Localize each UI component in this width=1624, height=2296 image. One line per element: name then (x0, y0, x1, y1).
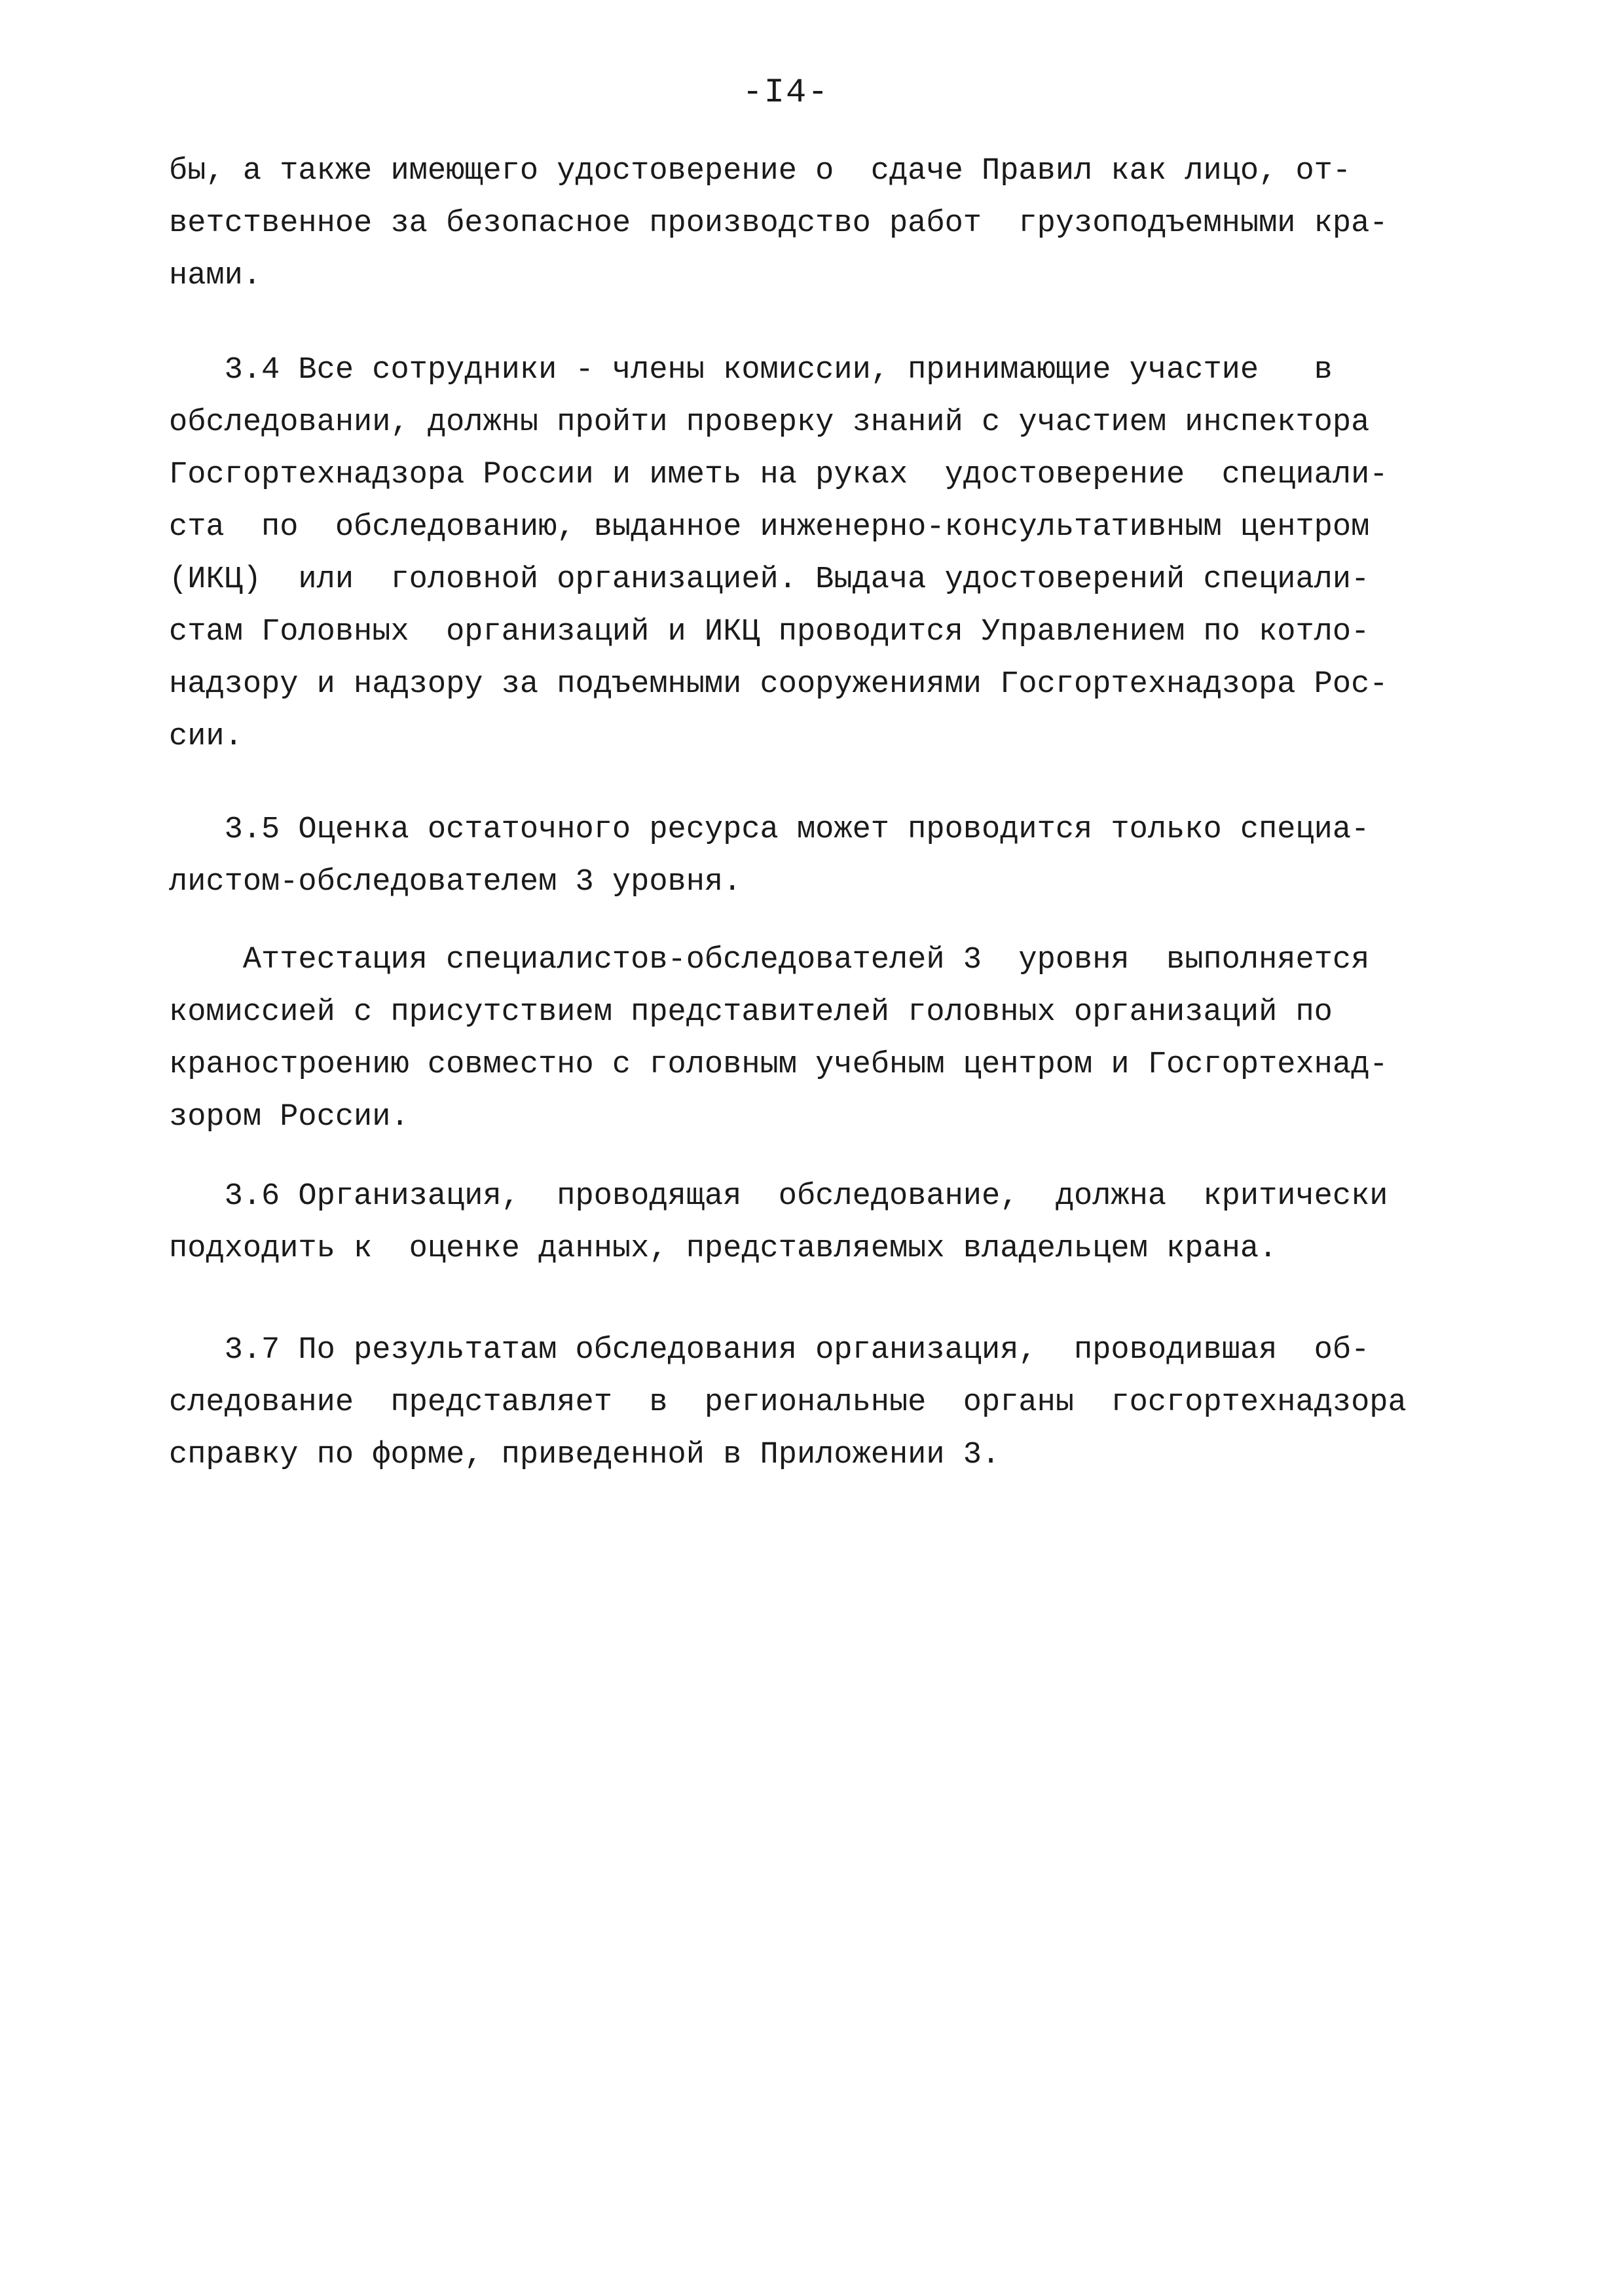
text-line: ста по обследованию, выданное инженерно-консультативным центром (169, 510, 1370, 545)
paragraph-3-7 (169, 1324, 1481, 1482)
text-line: комиссией с присутствием представителей головных организаций по (169, 995, 1333, 1030)
text-line: подходить к оценке данных, представляемых владельцем крана. (169, 1231, 1278, 1266)
text-line: стам Головных организаций и ИКЦ проводится Управлением по котло- (169, 615, 1370, 649)
text-line: Госгортехнадзора России и иметь на руках удостоверение специали- (169, 458, 1388, 492)
text-line: обследовании, должны пройти проверку знаний с участием инспектора (169, 405, 1370, 440)
paragraph-3-5 (169, 804, 1481, 909)
text-line: листом-обследователем 3 уровня. (169, 865, 742, 900)
text-line: 3.6 Организация, проводящая обследование, должна критически (169, 1179, 1388, 1214)
paragraph-3-4 (169, 344, 1481, 763)
text-line: краностроению совместно с головным учебным центром и Госгортехнад- (169, 1048, 1388, 1082)
page-number: -I4- (742, 73, 830, 112)
text-line: справку по форме, приведенной в Приложении 3. (169, 1438, 1001, 1472)
text-line: 3.5 Оценка остаточного ресурса может проводится только специа- (169, 812, 1370, 847)
text-line: нами. (169, 259, 262, 293)
paragraph-attestation (169, 934, 1481, 1144)
text-line: Аттестация специалистов-обследователей 3 уровня выполняется (169, 943, 1370, 977)
paragraph-3-6 (169, 1171, 1481, 1275)
text-line: сии. (169, 720, 243, 754)
text-line: следование представляет в региональные органы госгортехнадзора (169, 1385, 1407, 1420)
text-line: 3.7 По результатам обследования организация, проводившая об- (169, 1333, 1370, 1368)
text-line: зором России. (169, 1100, 409, 1135)
text-line: ветственное за безопасное производство работ грузоподъемными кра- (169, 206, 1388, 241)
text-line: бы, а также имеющего удостоверение о сдаче Правил как лицо, от- (169, 154, 1352, 189)
text-line: (ИКЦ) или головной организацией. Выдача удостоверений специали- (169, 562, 1370, 597)
paragraph-intro (169, 145, 1481, 302)
text-line: надзору и надзору за подъемными сооружениями Госгортехнадзора Рос- (169, 667, 1388, 702)
text-line: 3.4 Все сотрудники - члены комиссии, принимающие участие в (169, 353, 1333, 388)
